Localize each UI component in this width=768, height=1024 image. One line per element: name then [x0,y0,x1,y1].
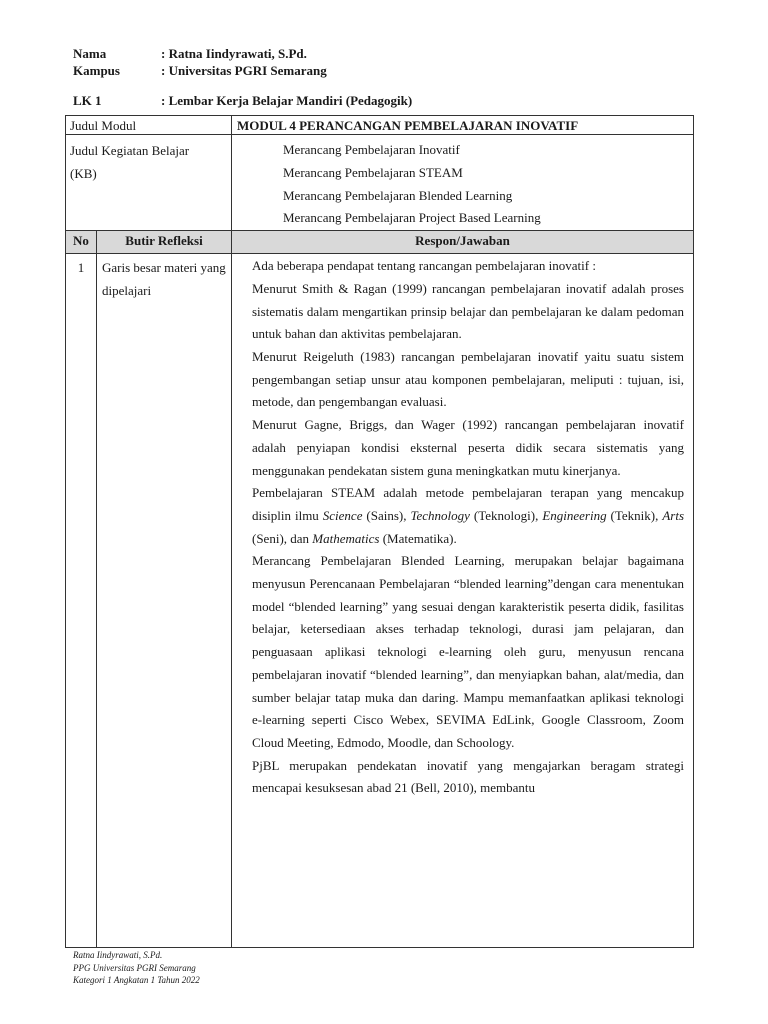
respon-paragraph: Ada beberapa pendapat tentang rancangan pembelajaran inovatif : [252,258,596,274]
nama-value: : Ratna Iindyrawati, S.Pd. [161,46,307,61]
row-number: 1 [66,254,97,948]
respon-paragraph-steam [252,482,684,550]
worksheet-table [65,115,694,948]
footer-line: Ratna Iindyrawati, S.Pd. [73,950,163,960]
judul-kb-label-line1: Judul Kegiatan Belajar [70,143,190,158]
lk-label: LK 1 [73,93,102,108]
kb-item: Merancang Pembelajaran Project Based Learning [283,210,541,226]
col-header-respon: Respon/Jawaban [232,231,694,254]
col-header-butir: Butir Refleksi [97,231,232,254]
respon-paragraph: Menurut Smith & Ragan (1999) rancangan pembelajaran inovatif adalah proses sistematis dalam mengartikan prinsip belajar dan pembelajaran ke dalam pedoman untuk bahan dan aktivitas pembelajaran. [252,280,684,342]
kb-item: Merancang Pembelajaran STEAM [283,164,463,180]
respon-paragraph-pjbl: PjBL merupakan pendekatan inovatif yang mengajarkan beragam strategi mencapai kesuksesan abad 21 (Bell, 2010), membantu [252,757,684,796]
table-header-row [66,231,694,254]
respon-content [252,255,684,945]
footer-line: PPG Universitas PGRI Semarang [73,962,196,973]
table-row [66,254,694,948]
steam-science: Science [322,507,363,523]
steam-text: (Teknologi), [469,507,543,523]
steam-text: (Matematika). [379,530,457,546]
respon-paragraph: Menurut Reigeluth (1983) rancangan pembelajaran inovatif yaitu suatu sistem pengembangan setiap unsur atau komponen pembelajaran, meliputi : tujuan, isi, metode, dan pengembangan evaluasi. [252,349,684,410]
steam-text: (Seni), dan [252,530,313,546]
judul-modul-value: MODUL 4 PERANCANGAN PEMBELAJARAN INOVATIF [232,116,694,135]
respon-paragraph: Menurut Gagne, Briggs, dan Wager (1992) rancangan pembelajaran inovatif adalah penyiapan kondisi eksternal peserta didik secara sistematis yang menggunakan pendekatan sistem guna meningkatkan mutu kinerjanya. [252,417,684,478]
judul-modul-label: Judul Modul [66,116,232,135]
nama-label: Nama [73,46,107,61]
kampus-value: : Universitas PGRI Semarang [161,63,327,78]
header-kampus [73,62,327,79]
row-judul-modul [66,116,694,135]
lk-value: : Lembar Kerja Belajar Mandiri (Pedagogik) [161,93,413,108]
footer-line: Kategori 1 Angkatan 1 Tahun 2022 [73,975,200,985]
steam-mathematics: Mathematics [312,530,380,546]
kb-item: Merancang Pembelajaran Inovatif [283,142,460,157]
steam-engineering: Engineering [542,507,607,523]
steam-text: Pembelajaran STEAM adalah metode pembelajaran terapan yang mencakup disiplin ilmu [252,485,684,523]
kb-list [232,135,694,231]
steam-text: (Sains), [362,507,411,523]
header-nama [73,45,307,62]
steam-technology: Technology [410,507,470,523]
header-lk [73,92,412,109]
steam-arts: Arts [662,507,684,523]
respon-cell [232,254,694,948]
row-judul-kb [66,135,694,231]
col-header-no: No [66,231,97,254]
respon-paragraph-blended: Merancang Pembelajaran Blended Learning, merupakan belajar bagaimana menyusun Perencanaan Pembelajaran “blended learning”dengan cara menentukan model “blended learning” yang sesuai dengan karakteristik peserta didik, fasilitas belajar, ketersediaan akses terhadap teknologi, durasi jam pelajaran, dan penguasaan aplikasi teknologi e-learning oleh guru, menyusun rencana pembelajaran inovatif “blended learning”, dan menyiapkan bahan, alat/media, dan sumber belajar tatap muka dan daring. Mampu memanfaatkan aplikasi teknologi e-learning seperti Cisco Webex, SEVIMA EdLink, Google Classroom, Zoom Cloud Meeting, Edmodo, Moodle, dan Schoology. [252,553,684,750]
kampus-label: Kampus [73,63,120,78]
butir-refleksi: Garis besar materi yang dipelajari [97,254,232,948]
judul-kb-label [66,135,232,231]
judul-kb-label-line2: (KB) [70,166,97,181]
page-footer [73,949,200,987]
kb-item: Merancang Pembelajaran Blended Learning [283,187,513,203]
steam-text: (Teknik), [606,507,663,523]
